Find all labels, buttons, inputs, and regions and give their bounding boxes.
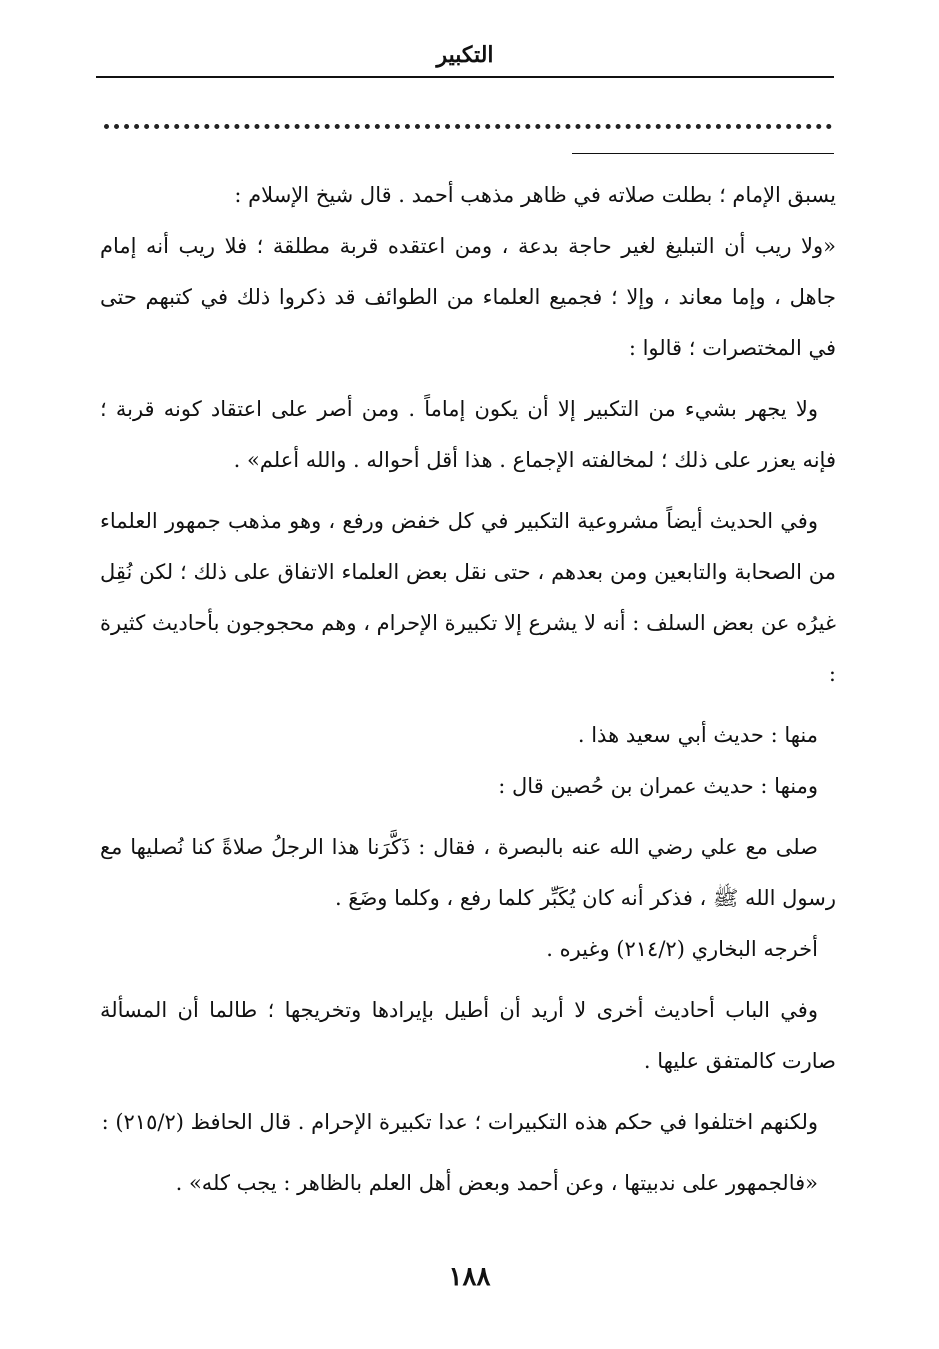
paragraph: يسبق الإمام ؛ بطلت صلاته في ظاهر مذهب أحمد . قال شيخ الإسلام : [234, 183, 836, 207]
dotted-separator [104, 124, 832, 129]
page-number: ١٨٨ [448, 1262, 491, 1292]
quote-paragraph: ولا يجهر بشيء من التكبير إلا أن يكون إماماً . ومن أصر على اعتقاد كونه قربة ؛ فإنه يعزر على ذلك ؛ لمخالفته الإجماع . هذا أقل أحواله . والله أعلم» . [100, 397, 836, 472]
paragraph: ولكنهم اختلفوا في حكم هذه التكبيرات ؛ عدا تكبيرة الإحرام . قال الحافظ (٢١٥/٢) : [101, 1110, 818, 1134]
citation-paragraph: أخرجه البخاري (٢١٤/٢) وغيره . [546, 937, 818, 961]
header-rule [96, 76, 834, 78]
list-item: منها : حديث أبي سعيد هذا . [577, 723, 818, 747]
running-head-title: التكبير [436, 42, 494, 68]
paragraph: وفي الباب أحاديث أخرى لا أريد أن أطيل بإيرادها وتخريجها ؛ طالما أن المسألة صارت كالمتفق عليها . [100, 998, 836, 1073]
quote-paragraph: «فالجمهور على ندبيتها ، وعن أحمد وبعض أهل العلم بالظاهر : يجب كله» . [175, 1171, 818, 1195]
list-item: ومنها : حديث عمران بن حُصين قال : [498, 774, 818, 798]
hadith-paragraph: صلى مع علي رضي الله عنه بالبصرة ، فقال : ذَكَّرَنا هذا الرجلُ صلاةً كنا نُصليها مع رسول الله ﷺ ، فذكر أنه كان يُكَبِّر كلما رفع ، وكلما وضَعَ . [100, 835, 836, 910]
short-separator-rule [572, 153, 834, 154]
paragraph: وفي الحديث أيضاً مشروعية التكبير في كل خفض ورفع ، وهو مذهب جمهور العلماء من الصحابة والتابعين ومن بعدهم ، حتى نقل بعض العلماء الاتفاق على ذلك ؛ لكن نُقِل غيرُه عن بعض السلف : أنه لا يشرع إلا تكبيرة الإحرام ، وهم محجوجون بأحاديث كثيرة : [100, 509, 836, 686]
quote-paragraph: «ولا ريب أن التبليغ لغير حاجة بدعة ، ومن اعتقده قربة مطلقة ؛ فلا ريب أنه إمام جاهل ، وإما معاند ، وإلا ؛ فجميع العلماء من الطوائف قد ذكروا ذلك في كتبهم حتى في المختصرات ؛ قالوا : [100, 234, 836, 360]
body-text [100, 170, 836, 1219]
